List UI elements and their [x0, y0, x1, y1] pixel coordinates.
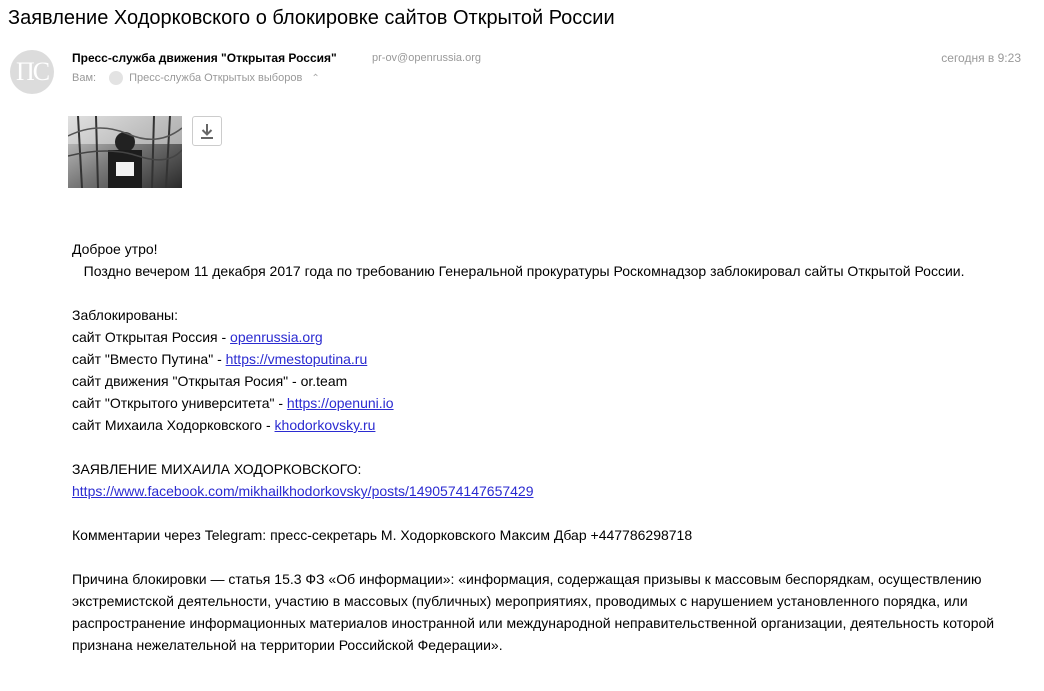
site-link-openuni[interactable]: https://openuni.io [286, 395, 394, 411]
email-subject: Заявление Ходорковского о блокировке сайтов Открытой России [8, 7, 615, 29]
site-line-5: сайт Михаила Ходорковского - khodorkovsky.ru [72, 417, 376, 433]
download-button[interactable] [192, 116, 222, 146]
statement-link[interactable]: https://www.facebook.com/mikhailkhodorkovsky/posts/1490574147657429 [72, 483, 534, 499]
email-body [72, 238, 1002, 656]
reason-paragraph: Причина блокировки — статья 15.3 ФЗ «Об информации»: «информация, содержащая призывы к массовым беспорядкам, осуществлению экстремистской деятельности, участию в массовых (публичных) мероприятиях, проводимых с нарушением установленного порядка, или распространение информационных материалов иностранной или международной неправительственной организации, деятельность которой признана нежелательной на территории Российской Федерации». [72, 571, 995, 653]
site-line-4: сайт "Открытого университета" - https://openuni.io [72, 395, 394, 411]
site-link-openrussia[interactable]: openrussia.org [230, 329, 323, 345]
site-line-2: сайт "Вместо Путина" - https://vmestoputina.ru [72, 351, 368, 367]
blocked-title: Заблокированы: [72, 307, 179, 323]
site-link-khodorkovsky[interactable]: khodorkovsky.ru [274, 417, 376, 433]
attachment-thumbnail[interactable] [68, 116, 182, 188]
recipient-row [72, 71, 320, 85]
recipient-avatar [109, 71, 123, 85]
sender-name[interactable]: Пресс-служба движения "Открытая Россия" [72, 51, 337, 65]
download-icon [193, 117, 221, 145]
recipient-name[interactable]: Пресс-служба Открытых выборов [129, 72, 303, 84]
chevron-up-icon[interactable]: ⌃ [311, 72, 320, 84]
intro-paragraph: Поздно вечером 11 декабря 2017 года по требованию Генеральной прокуратуры Роскомнадзор заблокировал сайты Открытой России. [83, 263, 965, 279]
sender-email: pr-ov@openrussia.org [372, 52, 481, 64]
attachment-image [68, 116, 182, 188]
site-line-1: сайт Открытая Россия - openrussia.org [72, 329, 323, 345]
greeting: Доброе утро! [72, 241, 158, 257]
sender-avatar[interactable]: ПС [10, 50, 54, 94]
site-line-3: сайт движения "Открытая Росия" - or.team [72, 373, 348, 389]
site-link-vmestoputina[interactable]: https://vmestoputina.ru [225, 351, 368, 367]
comments-line: Комментарии через Telegram: пресс-секретарь М. Ходорковского Максим Дбар +447786298718 [72, 527, 693, 543]
to-label: Вам: [72, 72, 97, 84]
email-date: сегодня в 9:23 [941, 51, 1021, 65]
statement-title: ЗАЯВЛЕНИЕ МИХАИЛА ХОДОРКОВСКОГО: [72, 461, 362, 477]
